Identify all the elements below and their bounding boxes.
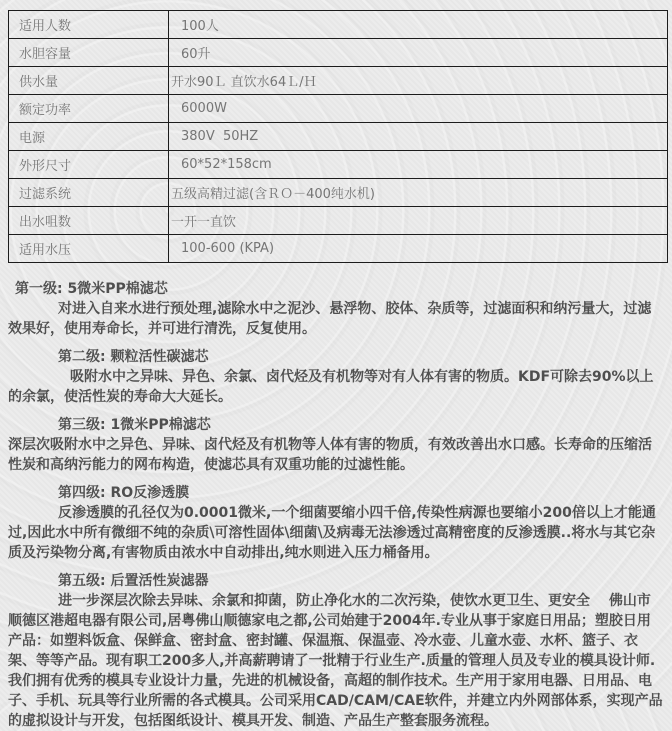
filter-stage-body: 进一步深层次除去异味、余氯和抑菌，防止净化水的二次污染，使饮水更卫生、更安全 佛山市顺德区港超电器有限公司,居粤佛山顺德家电之都,公司始建于2004年.专业从事于家庭日用品；塑胶日用产品：如塑料饭盒、保鲜盒、密封盒、密封罐、保温瓶、保温壶、冷水壶、儿童水壶、水杯、篮子、衣架、等等产品。现有职工200多人,并高薪聘请了一批精于行业生产.质量的管理人员及专业的模具设计师.我们拥有优秀的模具专业设计力量，先进的机械设备，高超的制作技术。生产用于家用电器、日用品、电子、手机、玩具等行业所需的各式模具。公司采用CAD/CAM/CAE软件，并建立内外网部体系，实现产品的虚拟设计与开发，包括图纸设计、模具开发、制造、产品生产整套服务流程。 [8,593,663,729]
filter-stage-heading: 第三级: 1微米PP棉滤芯 [58,417,211,433]
spec-value: 五级高精过滤(含ＲＯ－400纯水机) [169,179,668,207]
table-row [9,11,668,39]
spec-value: 6000W [169,95,668,123]
filter-stage-heading: 第五级: 后置活性炭滤器 [58,573,209,589]
table-row [9,235,668,263]
spec-table [8,10,668,263]
spec-label: 水胆容量 [9,39,169,67]
spec-value: 开水90Ｌ 直饮水64Ｌ/Ｈ [169,67,668,95]
spec-value: 100人 [169,11,668,39]
table-row [9,207,668,235]
table-row [9,39,668,67]
table-row [9,123,668,151]
spec-label: 适用人数 [9,11,169,39]
filter-stage-body: 对进入自来水进行预处理,滤除水中之泥沙、悬浮物、胶体、杂质等，过滤面积和纳污量大，过滤效果好，使用寿命长，并可进行清洗，反复使用。 [8,301,652,337]
filter-stage-1 [8,279,664,339]
filter-stage-2 [8,347,664,407]
spec-label: 过滤系统 [9,179,169,207]
filter-description [8,279,664,731]
spec-label: 出水咀数 [9,207,169,235]
filter-stage-body: 吸附水中之异味、异色、余氯、卤代烃及有机物等对有人体有害的物质。KDF可除去90%以上的余氯，使活性炭的寿命大大延长。 [8,369,654,405]
filter-stage-heading: 第二级: 颗粒活性碳滤芯 [58,349,209,365]
spec-label: 适用水压 [9,235,169,263]
table-row [9,95,668,123]
filter-stage-heading: 第四级: RO反渗透膜 [58,485,190,501]
table-row [9,151,668,179]
spec-value: 一开一直饮 [169,207,668,235]
filter-stage-3 [8,415,664,475]
spec-label: 外形尺寸 [9,151,169,179]
spec-value: 100-600 (KPA) [169,235,668,263]
filter-stage-5-and-company-intro [8,571,664,731]
filter-stage-body: 反渗透膜的孔径仅为0.0001微米,一个细菌要缩小四千倍,传染性病源也要缩小200倍以上才能通过,因此水中所有微细不纯的杂质\可溶性固体\细菌\及病毒无法渗透过高精密度的反渗透膜..将水与其它杂质及污染物分离,有害物质由浓水中自动排出,纯水则进入压力桶备用。 [8,505,656,561]
filter-stage-heading: 第一级: 5微米PP棉滤芯 [15,281,168,297]
filter-stage-body: 深层次吸附水中之异色、异味、卤代烃及有机物等人体有害的物质，有效改善出水口感。长寿命的压缩活性炭和高纳污能力的网布构造，使滤芯具有双重功能的过滤性能。 [8,437,652,473]
spec-label: 额定功率 [9,95,169,123]
table-row [9,179,668,207]
spec-value: 60*52*158cm [169,151,668,179]
spec-value: 380V 50HZ [169,123,668,151]
table-row [9,67,668,95]
spec-value: 60升 [169,39,668,67]
spec-label: 电源 [9,123,169,151]
filter-stage-4 [8,483,664,563]
spec-label: 供水量 [9,67,169,95]
